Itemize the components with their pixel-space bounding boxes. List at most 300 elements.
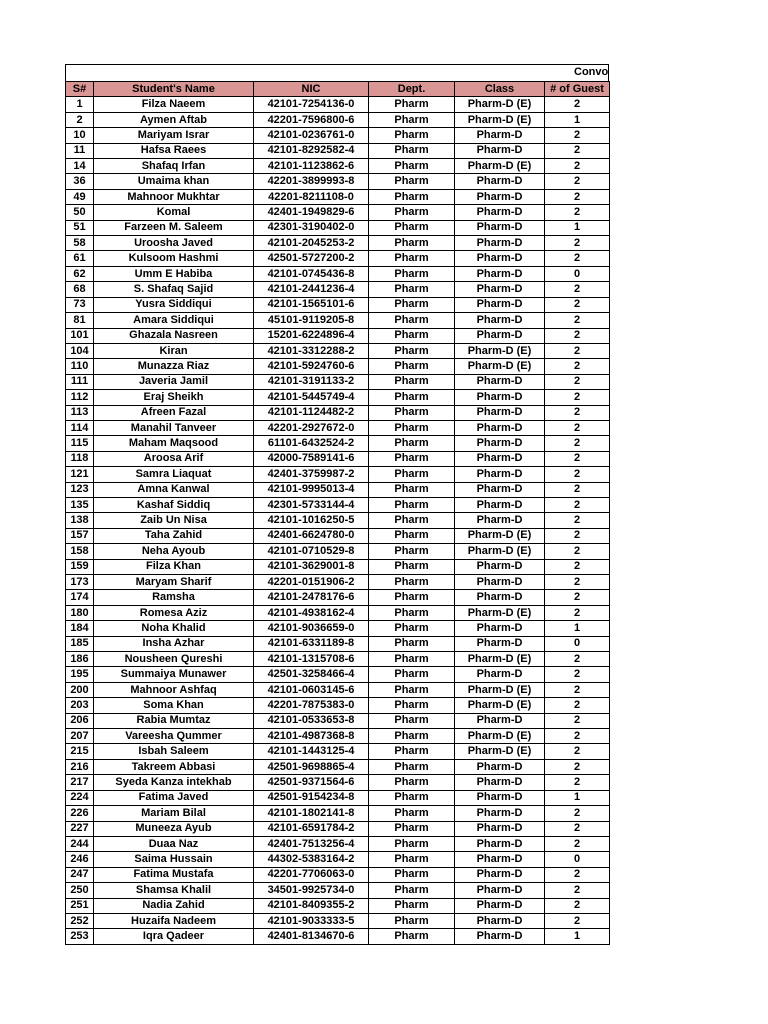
class-cell[interactable]: Pharm-D xyxy=(455,636,545,651)
nic-cell[interactable]: 42101-0533653-8 xyxy=(254,713,369,728)
nic-cell[interactable]: 42101-2478176-6 xyxy=(254,590,369,605)
student-name-cell[interactable]: Kashaf Siddiq xyxy=(94,497,254,512)
student-name-cell[interactable]: Saima Hussain xyxy=(94,852,254,867)
class-cell[interactable]: Pharm-D xyxy=(455,205,545,220)
dept-cell[interactable]: Pharm xyxy=(369,159,455,174)
student-name-cell[interactable]: Taha Zahid xyxy=(94,528,254,543)
dept-cell[interactable]: Pharm xyxy=(369,605,455,620)
guests-cell[interactable]: 2 xyxy=(545,590,610,605)
dept-cell[interactable]: Pharm xyxy=(369,482,455,497)
guests-cell[interactable]: 2 xyxy=(545,282,610,297)
nic-cell[interactable]: 42201-7875383-0 xyxy=(254,698,369,713)
serial-cell[interactable]: 195 xyxy=(66,667,94,682)
nic-cell[interactable]: 42501-5727200-2 xyxy=(254,251,369,266)
dept-cell[interactable]: Pharm xyxy=(369,328,455,343)
class-cell[interactable]: Pharm-D xyxy=(455,390,545,405)
dept-cell[interactable]: Pharm xyxy=(369,205,455,220)
nic-cell[interactable]: 42501-3258466-4 xyxy=(254,667,369,682)
nic-cell[interactable]: 15201-6224896-4 xyxy=(254,328,369,343)
nic-cell[interactable]: 42201-8211108-0 xyxy=(254,189,369,204)
serial-cell[interactable]: 203 xyxy=(66,698,94,713)
class-cell[interactable]: Pharm-D (E) xyxy=(455,652,545,667)
class-cell[interactable]: Pharm-D xyxy=(455,174,545,189)
class-cell[interactable]: Pharm-D xyxy=(455,575,545,590)
serial-cell[interactable]: 51 xyxy=(66,220,94,235)
class-cell[interactable]: Pharm-D xyxy=(455,852,545,867)
student-name-cell[interactable]: Aymen Aftab xyxy=(94,112,254,127)
student-name-cell[interactable]: Isbah Saleem xyxy=(94,744,254,759)
guests-cell[interactable]: 2 xyxy=(545,913,610,928)
student-name-cell[interactable]: Amara Siddiqui xyxy=(94,313,254,328)
serial-cell[interactable]: 157 xyxy=(66,528,94,543)
nic-cell[interactable]: 42201-0151906-2 xyxy=(254,575,369,590)
guests-cell[interactable]: 2 xyxy=(545,390,610,405)
student-name-cell[interactable]: Ramsha xyxy=(94,590,254,605)
class-cell[interactable]: Pharm-D xyxy=(455,929,545,944)
dept-cell[interactable]: Pharm xyxy=(369,313,455,328)
serial-cell[interactable]: 115 xyxy=(66,436,94,451)
class-cell[interactable]: Pharm-D (E) xyxy=(455,112,545,127)
dept-cell[interactable]: Pharm xyxy=(369,97,455,112)
class-cell[interactable]: Pharm-D xyxy=(455,189,545,204)
nic-cell[interactable]: 42101-1123862-6 xyxy=(254,159,369,174)
serial-cell[interactable]: 244 xyxy=(66,836,94,851)
class-cell[interactable]: Pharm-D xyxy=(455,420,545,435)
guests-cell[interactable]: 2 xyxy=(545,605,610,620)
student-name-cell[interactable]: Neha Ayoub xyxy=(94,544,254,559)
guests-cell[interactable]: 2 xyxy=(545,698,610,713)
class-cell[interactable]: Pharm-D xyxy=(455,482,545,497)
serial-cell[interactable]: 62 xyxy=(66,266,94,281)
dept-cell[interactable]: Pharm xyxy=(369,883,455,898)
student-name-cell[interactable]: Samra Liaquat xyxy=(94,467,254,482)
nic-cell[interactable]: 42101-7254136-0 xyxy=(254,97,369,112)
class-cell[interactable]: Pharm-D xyxy=(455,128,545,143)
nic-cell[interactable]: 42101-4938162-4 xyxy=(254,605,369,620)
class-cell[interactable]: Pharm-D xyxy=(455,451,545,466)
nic-cell[interactable]: 42201-7596800-6 xyxy=(254,112,369,127)
dept-cell[interactable]: Pharm xyxy=(369,451,455,466)
guests-cell[interactable]: 2 xyxy=(545,667,610,682)
nic-cell[interactable]: 42101-3312288-2 xyxy=(254,343,369,358)
class-cell[interactable]: Pharm-D (E) xyxy=(455,605,545,620)
class-cell[interactable]: Pharm-D xyxy=(455,759,545,774)
nic-cell[interactable]: 42301-5733144-4 xyxy=(254,497,369,512)
nic-cell[interactable]: 42201-2927672-0 xyxy=(254,420,369,435)
student-name-cell[interactable]: Kulsoom Hashmi xyxy=(94,251,254,266)
dept-cell[interactable]: Pharm xyxy=(369,744,455,759)
serial-cell[interactable]: 158 xyxy=(66,544,94,559)
student-name-cell[interactable]: Umm E Habiba xyxy=(94,266,254,281)
class-cell[interactable]: Pharm-D xyxy=(455,236,545,251)
dept-cell[interactable]: Pharm xyxy=(369,513,455,528)
nic-cell[interactable]: 42101-1565101-6 xyxy=(254,297,369,312)
guests-cell[interactable]: 2 xyxy=(545,313,610,328)
class-cell[interactable]: Pharm-D xyxy=(455,282,545,297)
serial-cell[interactable]: 216 xyxy=(66,759,94,774)
nic-cell[interactable]: 42101-2045253-2 xyxy=(254,236,369,251)
dept-cell[interactable]: Pharm xyxy=(369,297,455,312)
class-cell[interactable]: Pharm-D (E) xyxy=(455,682,545,697)
dept-cell[interactable]: Pharm xyxy=(369,913,455,928)
class-cell[interactable]: Pharm-D xyxy=(455,898,545,913)
dept-cell[interactable]: Pharm xyxy=(369,852,455,867)
guests-cell[interactable]: 1 xyxy=(545,112,610,127)
serial-cell[interactable]: 200 xyxy=(66,682,94,697)
student-name-cell[interactable]: Shafaq Irfan xyxy=(94,159,254,174)
serial-cell[interactable]: 217 xyxy=(66,775,94,790)
serial-cell[interactable]: 104 xyxy=(66,343,94,358)
serial-cell[interactable]: 251 xyxy=(66,898,94,913)
student-name-cell[interactable]: Fatima Javed xyxy=(94,790,254,805)
nic-cell[interactable]: 42101-9033333-5 xyxy=(254,913,369,928)
dept-cell[interactable]: Pharm xyxy=(369,405,455,420)
guests-cell[interactable]: 2 xyxy=(545,836,610,851)
student-name-cell[interactable]: Shamsa Khalil xyxy=(94,883,254,898)
guests-cell[interactable]: 2 xyxy=(545,821,610,836)
student-name-cell[interactable]: Maryam Sharif xyxy=(94,575,254,590)
serial-cell[interactable]: 135 xyxy=(66,497,94,512)
serial-cell[interactable]: 224 xyxy=(66,790,94,805)
student-name-cell[interactable]: Umaima khan xyxy=(94,174,254,189)
student-name-cell[interactable]: Vareesha Qummer xyxy=(94,729,254,744)
class-cell[interactable]: Pharm-D xyxy=(455,867,545,882)
student-name-cell[interactable]: Syeda Kanza intekhab xyxy=(94,775,254,790)
class-cell[interactable]: Pharm-D (E) xyxy=(455,698,545,713)
serial-cell[interactable]: 206 xyxy=(66,713,94,728)
student-name-cell[interactable]: Yusra Siddiqui xyxy=(94,297,254,312)
nic-cell[interactable]: 42101-0745436-8 xyxy=(254,266,369,281)
student-name-cell[interactable]: Iqra Qadeer xyxy=(94,929,254,944)
dept-cell[interactable]: Pharm xyxy=(369,128,455,143)
guests-cell[interactable]: 2 xyxy=(545,343,610,358)
nic-cell[interactable]: 42101-0236761-0 xyxy=(254,128,369,143)
student-name-cell[interactable]: Duaa Naz xyxy=(94,836,254,851)
guests-cell[interactable]: 2 xyxy=(545,436,610,451)
serial-cell[interactable]: 114 xyxy=(66,420,94,435)
student-name-cell[interactable]: Insha Azhar xyxy=(94,636,254,651)
guests-cell[interactable]: 2 xyxy=(545,328,610,343)
student-name-cell[interactable]: Muneeza Ayub xyxy=(94,821,254,836)
nic-cell[interactable]: 42201-7706063-0 xyxy=(254,867,369,882)
nic-cell[interactable]: 42101-5924760-6 xyxy=(254,359,369,374)
student-name-cell[interactable]: Summaiya Munawer xyxy=(94,667,254,682)
class-cell[interactable]: Pharm-D xyxy=(455,513,545,528)
dept-cell[interactable]: Pharm xyxy=(369,236,455,251)
guests-cell[interactable]: 0 xyxy=(545,266,610,281)
serial-cell[interactable]: 174 xyxy=(66,590,94,605)
dept-cell[interactable]: Pharm xyxy=(369,836,455,851)
serial-cell[interactable]: 61 xyxy=(66,251,94,266)
guests-cell[interactable]: 2 xyxy=(545,867,610,882)
serial-cell[interactable]: 185 xyxy=(66,636,94,651)
student-name-cell[interactable]: Ghazala Nasreen xyxy=(94,328,254,343)
guests-cell[interactable]: 2 xyxy=(545,359,610,374)
dept-cell[interactable]: Pharm xyxy=(369,929,455,944)
class-cell[interactable]: Pharm-D xyxy=(455,497,545,512)
nic-cell[interactable]: 42301-3190402-0 xyxy=(254,220,369,235)
serial-cell[interactable]: 159 xyxy=(66,559,94,574)
dept-cell[interactable]: Pharm xyxy=(369,775,455,790)
serial-cell[interactable]: 110 xyxy=(66,359,94,374)
guests-cell[interactable]: 1 xyxy=(545,790,610,805)
student-name-cell[interactable]: Maham Maqsood xyxy=(94,436,254,451)
class-cell[interactable]: Pharm-D xyxy=(455,713,545,728)
dept-cell[interactable]: Pharm xyxy=(369,282,455,297)
guests-cell[interactable]: 2 xyxy=(545,528,610,543)
serial-cell[interactable]: 2 xyxy=(66,112,94,127)
serial-cell[interactable]: 112 xyxy=(66,390,94,405)
column-header-guests[interactable]: # of Guest xyxy=(545,82,610,97)
serial-cell[interactable]: 215 xyxy=(66,744,94,759)
guests-cell[interactable]: 2 xyxy=(545,652,610,667)
nic-cell[interactable]: 42101-1016250-5 xyxy=(254,513,369,528)
guests-cell[interactable]: 0 xyxy=(545,636,610,651)
class-cell[interactable]: Pharm-D xyxy=(455,374,545,389)
student-name-cell[interactable]: Amna Kanwal xyxy=(94,482,254,497)
class-cell[interactable]: Pharm-D xyxy=(455,251,545,266)
nic-cell[interactable]: 42101-1315708-6 xyxy=(254,652,369,667)
student-name-cell[interactable]: Takreem Abbasi xyxy=(94,759,254,774)
nic-cell[interactable]: 42101-1124482-2 xyxy=(254,405,369,420)
guests-cell[interactable]: 2 xyxy=(545,883,610,898)
nic-cell[interactable]: 42501-9154234-8 xyxy=(254,790,369,805)
nic-cell[interactable]: 42101-6591784-2 xyxy=(254,821,369,836)
serial-cell[interactable]: 121 xyxy=(66,467,94,482)
class-cell[interactable]: Pharm-D (E) xyxy=(455,744,545,759)
student-name-cell[interactable]: Hafsa Raees xyxy=(94,143,254,158)
guests-cell[interactable]: 2 xyxy=(545,236,610,251)
class-cell[interactable]: Pharm-D xyxy=(455,883,545,898)
serial-cell[interactable]: 246 xyxy=(66,852,94,867)
nic-cell[interactable]: 42101-0710529-8 xyxy=(254,544,369,559)
guests-cell[interactable]: 2 xyxy=(545,759,610,774)
class-cell[interactable]: Pharm-D xyxy=(455,590,545,605)
student-name-cell[interactable]: Munazza Riaz xyxy=(94,359,254,374)
dept-cell[interactable]: Pharm xyxy=(369,575,455,590)
class-cell[interactable]: Pharm-D xyxy=(455,806,545,821)
serial-cell[interactable]: 49 xyxy=(66,189,94,204)
class-cell[interactable]: Pharm-D xyxy=(455,328,545,343)
guests-cell[interactable]: 2 xyxy=(545,575,610,590)
dept-cell[interactable]: Pharm xyxy=(369,189,455,204)
student-name-cell[interactable]: Noha Khalid xyxy=(94,621,254,636)
serial-cell[interactable]: 113 xyxy=(66,405,94,420)
dept-cell[interactable]: Pharm xyxy=(369,436,455,451)
serial-cell[interactable]: 73 xyxy=(66,297,94,312)
serial-cell[interactable]: 10 xyxy=(66,128,94,143)
class-cell[interactable]: Pharm-D xyxy=(455,621,545,636)
column-header-class[interactable]: Class xyxy=(455,82,545,97)
class-cell[interactable]: Pharm-D xyxy=(455,836,545,851)
dept-cell[interactable]: Pharm xyxy=(369,667,455,682)
guests-cell[interactable]: 2 xyxy=(545,174,610,189)
serial-cell[interactable]: 111 xyxy=(66,374,94,389)
student-name-cell[interactable]: Nousheen Qureshi xyxy=(94,652,254,667)
class-cell[interactable]: Pharm-D xyxy=(455,559,545,574)
dept-cell[interactable]: Pharm xyxy=(369,266,455,281)
guests-cell[interactable]: 1 xyxy=(545,220,610,235)
nic-cell[interactable]: 42101-1443125-4 xyxy=(254,744,369,759)
student-name-cell[interactable]: Javeria Jamil xyxy=(94,374,254,389)
dept-cell[interactable]: Pharm xyxy=(369,621,455,636)
dept-cell[interactable]: Pharm xyxy=(369,112,455,127)
guests-cell[interactable]: 2 xyxy=(545,559,610,574)
nic-cell[interactable]: 42101-3629001-8 xyxy=(254,559,369,574)
serial-cell[interactable]: 1 xyxy=(66,97,94,112)
dept-cell[interactable]: Pharm xyxy=(369,790,455,805)
nic-cell[interactable]: 44302-5383164-2 xyxy=(254,852,369,867)
class-cell[interactable]: Pharm-D (E) xyxy=(455,359,545,374)
serial-cell[interactable]: 58 xyxy=(66,236,94,251)
guests-cell[interactable]: 2 xyxy=(545,482,610,497)
student-name-cell[interactable]: Mariyam Israr xyxy=(94,128,254,143)
dept-cell[interactable]: Pharm xyxy=(369,528,455,543)
dept-cell[interactable]: Pharm xyxy=(369,806,455,821)
guests-cell[interactable]: 2 xyxy=(545,128,610,143)
class-cell[interactable]: Pharm-D xyxy=(455,313,545,328)
serial-cell[interactable]: 173 xyxy=(66,575,94,590)
serial-cell[interactable]: 118 xyxy=(66,451,94,466)
dept-cell[interactable]: Pharm xyxy=(369,590,455,605)
serial-cell[interactable]: 123 xyxy=(66,482,94,497)
class-cell[interactable]: Pharm-D (E) xyxy=(455,159,545,174)
nic-cell[interactable]: 42101-5445749-4 xyxy=(254,390,369,405)
student-name-cell[interactable]: Nadia Zahid xyxy=(94,898,254,913)
guests-cell[interactable]: 2 xyxy=(545,251,610,266)
nic-cell[interactable]: 42401-3759987-2 xyxy=(254,467,369,482)
dept-cell[interactable]: Pharm xyxy=(369,898,455,913)
dept-cell[interactable]: Pharm xyxy=(369,821,455,836)
serial-cell[interactable]: 101 xyxy=(66,328,94,343)
class-cell[interactable]: Pharm-D (E) xyxy=(455,343,545,358)
serial-cell[interactable]: 207 xyxy=(66,729,94,744)
dept-cell[interactable]: Pharm xyxy=(369,143,455,158)
guests-cell[interactable]: 0 xyxy=(545,852,610,867)
column-header-student-name[interactable]: Student's Name xyxy=(94,82,254,97)
nic-cell[interactable]: 42101-3191133-2 xyxy=(254,374,369,389)
class-cell[interactable]: Pharm-D xyxy=(455,405,545,420)
class-cell[interactable]: Pharm-D xyxy=(455,790,545,805)
student-name-cell[interactable]: Farzeen M. Saleem xyxy=(94,220,254,235)
nic-cell[interactable]: 42101-2441236-4 xyxy=(254,282,369,297)
nic-cell[interactable]: 42101-4987368-8 xyxy=(254,729,369,744)
serial-cell[interactable]: 138 xyxy=(66,513,94,528)
guests-cell[interactable]: 2 xyxy=(545,729,610,744)
dept-cell[interactable]: Pharm xyxy=(369,759,455,774)
nic-cell[interactable]: 42101-8409355-2 xyxy=(254,898,369,913)
nic-cell[interactable]: 42101-1802141-8 xyxy=(254,806,369,821)
class-cell[interactable]: Pharm-D xyxy=(455,266,545,281)
dept-cell[interactable]: Pharm xyxy=(369,544,455,559)
student-name-cell[interactable]: Aroosa Arif xyxy=(94,451,254,466)
dept-cell[interactable]: Pharm xyxy=(369,174,455,189)
guests-cell[interactable]: 2 xyxy=(545,775,610,790)
guests-cell[interactable]: 2 xyxy=(545,713,610,728)
guests-cell[interactable]: 1 xyxy=(545,621,610,636)
dept-cell[interactable]: Pharm xyxy=(369,713,455,728)
dept-cell[interactable]: Pharm xyxy=(369,251,455,266)
student-name-cell[interactable]: Huzaifa Nadeem xyxy=(94,913,254,928)
student-name-cell[interactable]: Manahil Tanveer xyxy=(94,420,254,435)
serial-cell[interactable]: 81 xyxy=(66,313,94,328)
serial-cell[interactable]: 14 xyxy=(66,159,94,174)
dept-cell[interactable]: Pharm xyxy=(369,390,455,405)
guests-cell[interactable]: 2 xyxy=(545,467,610,482)
student-name-cell[interactable]: Komal xyxy=(94,205,254,220)
class-cell[interactable]: Pharm-D (E) xyxy=(455,528,545,543)
nic-cell[interactable]: 42401-6624780-0 xyxy=(254,528,369,543)
guests-cell[interactable]: 2 xyxy=(545,374,610,389)
dept-cell[interactable]: Pharm xyxy=(369,343,455,358)
dept-cell[interactable]: Pharm xyxy=(369,867,455,882)
student-name-cell[interactable]: Fatima Mustafa xyxy=(94,867,254,882)
dept-cell[interactable]: Pharm xyxy=(369,698,455,713)
dept-cell[interactable]: Pharm xyxy=(369,359,455,374)
dept-cell[interactable]: Pharm xyxy=(369,729,455,744)
nic-cell[interactable]: 34501-9925734-0 xyxy=(254,883,369,898)
guests-cell[interactable]: 2 xyxy=(545,898,610,913)
serial-cell[interactable]: 184 xyxy=(66,621,94,636)
nic-cell[interactable]: 42401-1949829-6 xyxy=(254,205,369,220)
guests-cell[interactable]: 1 xyxy=(545,929,610,944)
serial-cell[interactable]: 252 xyxy=(66,913,94,928)
guests-cell[interactable]: 2 xyxy=(545,544,610,559)
class-cell[interactable]: Pharm-D xyxy=(455,220,545,235)
class-cell[interactable]: Pharm-D xyxy=(455,821,545,836)
student-name-cell[interactable]: Zaib Un Nisa xyxy=(94,513,254,528)
student-name-cell[interactable]: Uroosha Javed xyxy=(94,236,254,251)
student-name-cell[interactable]: Afreen Fazal xyxy=(94,405,254,420)
student-name-cell[interactable]: Filza Khan xyxy=(94,559,254,574)
column-header-serial[interactable]: S# xyxy=(66,82,94,97)
nic-cell[interactable]: 42501-9698865-4 xyxy=(254,759,369,774)
dept-cell[interactable]: Pharm xyxy=(369,497,455,512)
student-name-cell[interactable]: Mariam Bilal xyxy=(94,806,254,821)
guests-cell[interactable]: 2 xyxy=(545,189,610,204)
guests-cell[interactable]: 2 xyxy=(545,297,610,312)
nic-cell[interactable]: 42000-7589141-6 xyxy=(254,451,369,466)
class-cell[interactable]: Pharm-D (E) xyxy=(455,729,545,744)
guests-cell[interactable]: 2 xyxy=(545,682,610,697)
serial-cell[interactable]: 11 xyxy=(66,143,94,158)
nic-cell[interactable]: 45101-9119205-8 xyxy=(254,313,369,328)
class-cell[interactable]: Pharm-D xyxy=(455,436,545,451)
nic-cell[interactable]: 61101-6432524-2 xyxy=(254,436,369,451)
class-cell[interactable]: Pharm-D (E) xyxy=(455,97,545,112)
class-cell[interactable]: Pharm-D xyxy=(455,913,545,928)
student-name-cell[interactable]: Mahnoor Ashfaq xyxy=(94,682,254,697)
student-name-cell[interactable]: Mahnoor Mukhtar xyxy=(94,189,254,204)
serial-cell[interactable]: 226 xyxy=(66,806,94,821)
serial-cell[interactable]: 36 xyxy=(66,174,94,189)
dept-cell[interactable]: Pharm xyxy=(369,652,455,667)
guests-cell[interactable]: 2 xyxy=(545,451,610,466)
class-cell[interactable]: Pharm-D xyxy=(455,667,545,682)
class-cell[interactable]: Pharm-D xyxy=(455,775,545,790)
student-name-cell[interactable]: Eraj Sheikh xyxy=(94,390,254,405)
class-cell[interactable]: Pharm-D xyxy=(455,467,545,482)
dept-cell[interactable]: Pharm xyxy=(369,559,455,574)
nic-cell[interactable]: 42501-9371564-6 xyxy=(254,775,369,790)
guests-cell[interactable]: 2 xyxy=(545,806,610,821)
nic-cell[interactable]: 42101-8292582-4 xyxy=(254,143,369,158)
serial-cell[interactable]: 253 xyxy=(66,929,94,944)
dept-cell[interactable]: Pharm xyxy=(369,467,455,482)
serial-cell[interactable]: 227 xyxy=(66,821,94,836)
guests-cell[interactable]: 2 xyxy=(545,497,610,512)
student-name-cell[interactable]: Filza Naeem xyxy=(94,97,254,112)
